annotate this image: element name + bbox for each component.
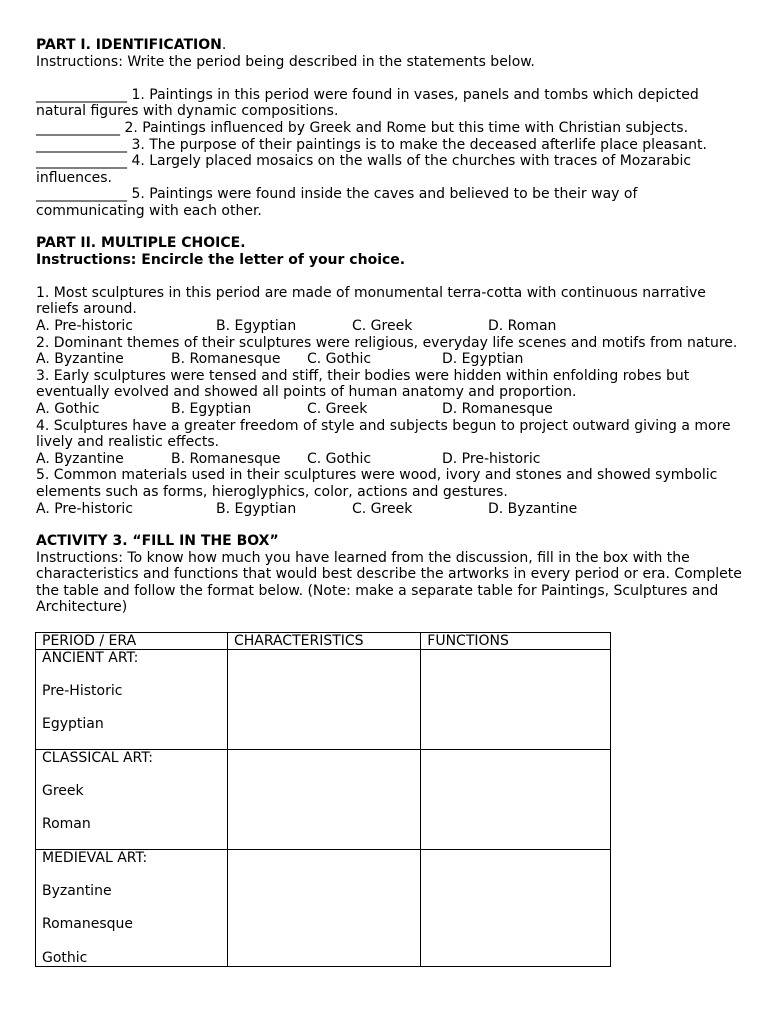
era-label: CLASSICAL ART: xyxy=(42,750,153,766)
part1-item-5-line1: _____________ 5. Paintings were found inside the caves and believed to be their way of xyxy=(36,186,638,203)
fill-in-table xyxy=(35,632,611,967)
question-3-line2: eventually evolved and showed all points of human anatomy and proportion. xyxy=(36,384,577,401)
choice-b[interactable]: B. Egyptian xyxy=(216,317,297,334)
question-3-choices xyxy=(36,401,736,418)
choice-c[interactable]: C. Greek xyxy=(352,500,413,517)
part1-heading xyxy=(36,37,736,54)
activity3-instructions-line3: the table and follow the format below. (Note: make a separate table for Paintings, Sculptures and xyxy=(36,582,719,599)
question-4-line2: lively and realistic effects. xyxy=(36,434,220,451)
question-5-line1: 5. Common materials used in their sculptures were wood, ivory and stones and showed symbolic xyxy=(36,467,718,484)
choice-a[interactable]: A. Pre-historic xyxy=(36,500,133,517)
period-label: Egyptian xyxy=(42,716,104,733)
choice-b[interactable]: B. Egyptian xyxy=(171,400,252,417)
characteristics-cell[interactable] xyxy=(227,850,420,967)
choice-d[interactable]: D. Roman xyxy=(488,317,557,334)
question-1-choices xyxy=(36,318,736,335)
era-cell xyxy=(36,850,228,967)
part1-instructions: Instructions: Write the period being described in the statements below. xyxy=(36,53,535,70)
part1-item-4-line2: influences. xyxy=(36,169,112,186)
question-2-choices xyxy=(36,351,736,368)
part1-section xyxy=(36,37,736,220)
header-functions: FUNCTIONS xyxy=(421,633,611,650)
choice-a[interactable]: A. Byzantine xyxy=(36,351,124,368)
question-5-choices xyxy=(36,501,736,518)
part1-title-period: . xyxy=(221,37,227,53)
part1-item-5-line2: communicating with each other. xyxy=(36,202,262,219)
header-period-era: PERIOD / ERA xyxy=(36,633,228,650)
choice-c[interactable]: C. Gothic xyxy=(307,351,372,368)
part1-item-2-line1: ____________ 2. Paintings influenced by Greek and Rome but this time with Christian subjects. xyxy=(36,119,689,136)
era-label: ANCIENT ART: xyxy=(42,650,139,666)
period-label: Gothic xyxy=(42,949,88,966)
part2-instructions: Instructions: Encircle the letter of your choice. xyxy=(36,251,406,268)
activity3-instructions-line1: Instructions: To know how much you have learned from the discussion, fill in the box with the xyxy=(36,549,690,566)
period-label: Pre-Historic xyxy=(42,683,123,700)
table-row xyxy=(36,650,611,750)
question-4-choices xyxy=(36,451,736,468)
choice-b[interactable]: B. Romanesque xyxy=(171,351,281,368)
period-label: Romanesque xyxy=(42,916,134,933)
choice-b[interactable]: B. Egyptian xyxy=(216,500,297,517)
period-label: Roman xyxy=(42,816,91,833)
table-row xyxy=(36,750,611,850)
table-header-row xyxy=(36,633,611,650)
choice-a[interactable]: A. Gothic xyxy=(36,400,100,417)
activity3-section xyxy=(36,533,742,616)
part2-title: PART II. MULTIPLE CHOICE. xyxy=(36,235,246,251)
characteristics-cell[interactable] xyxy=(227,750,420,850)
question-1-line2: reliefs around. xyxy=(36,301,137,318)
choice-d[interactable]: D. Egyptian xyxy=(442,351,524,368)
choice-c[interactable]: C. Greek xyxy=(352,317,413,334)
era-cell xyxy=(36,650,228,750)
choice-b[interactable]: B. Romanesque xyxy=(171,450,281,467)
question-4-line1: 4. Sculptures have a greater freedom of style and subjects begun to project outward giving a more xyxy=(36,417,731,434)
functions-cell[interactable] xyxy=(421,650,611,750)
characteristics-cell[interactable] xyxy=(227,650,420,750)
question-5-line2: elements such as forms, hieroglyphics, color, actions and gestures. xyxy=(36,483,508,500)
part1-item-4-line1: _____________ 4. Largely placed mosaics on the walls of the churches with traces of Mozarabic xyxy=(36,153,692,170)
question-1-line1: 1. Most sculptures in this period are made of monumental terra-cotta with continuous narrative xyxy=(36,284,706,301)
era-label: MEDIEVAL ART: xyxy=(42,850,148,866)
choice-d[interactable]: D. Pre-historic xyxy=(442,450,541,467)
part1-item-1-line2: natural figures with dynamic compositions. xyxy=(36,103,339,120)
choice-d[interactable]: D. Byzantine xyxy=(488,500,578,517)
activity3-title: ACTIVITY 3. “FILL IN THE BOX” xyxy=(36,533,279,549)
choice-d[interactable]: D. Romanesque xyxy=(442,400,553,417)
functions-cell[interactable] xyxy=(421,850,611,967)
choice-a[interactable]: A. Byzantine xyxy=(36,450,124,467)
part1-item-1-line1: _____________ 1. Paintings in this period were found in vases, panels and tombs which depicted xyxy=(36,86,699,103)
table-row xyxy=(36,850,611,967)
header-characteristics: CHARACTERISTICS xyxy=(227,633,420,650)
choice-c[interactable]: C. Gothic xyxy=(307,450,372,467)
question-2-line1: 2. Dominant themes of their sculptures were religious, everyday life scenes and motifs from nature. xyxy=(36,334,738,351)
functions-cell[interactable] xyxy=(421,750,611,850)
choice-a[interactable]: A. Pre-historic xyxy=(36,317,133,334)
activity3-instructions-line4: Architecture) xyxy=(36,599,128,616)
part1-item-3-line1: _____________ 3. The purpose of their paintings is to make the deceased afterlife place pleasant. xyxy=(36,136,707,153)
period-label: Greek xyxy=(42,783,84,800)
choice-c[interactable]: C. Greek xyxy=(307,400,368,417)
part2-section xyxy=(36,235,736,517)
period-label: Byzantine xyxy=(42,883,112,900)
part1-title: PART I. IDENTIFICATION xyxy=(36,37,222,53)
activity3-instructions-line2: characteristics and functions that would best describe the artworks in every period or era. Complete xyxy=(36,566,742,583)
era-cell xyxy=(36,750,228,850)
question-3-line1: 3. Early sculptures were tensed and stiff, their bodies were hidden within enfolding robes but xyxy=(36,367,690,384)
